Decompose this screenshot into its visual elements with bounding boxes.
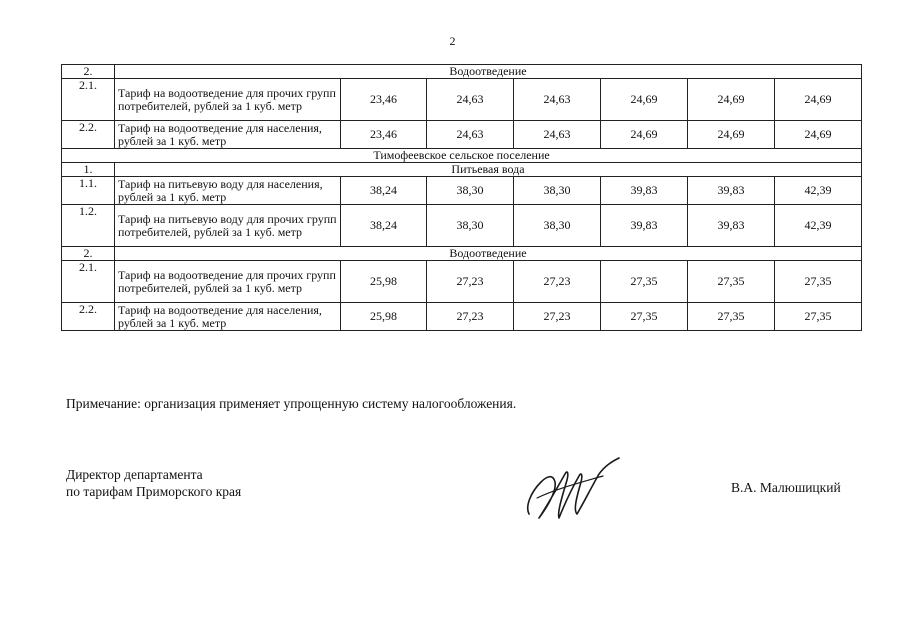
tariff-value: 27,35	[775, 303, 862, 331]
tariff-value: 27,35	[775, 261, 862, 303]
tariff-description: Тариф на водоотведение для населения, рублей за 1 куб. метр	[115, 121, 341, 149]
section-number: 2.	[62, 65, 115, 79]
tariff-value: 24,69	[688, 121, 775, 149]
tariff-row	[62, 261, 862, 303]
tariff-value: 27,35	[688, 303, 775, 331]
tariff-value: 24,63	[514, 121, 601, 149]
tariff-value: 39,83	[688, 205, 775, 247]
tariff-value: 24,69	[775, 79, 862, 121]
row-number: 2.1.	[62, 261, 115, 303]
signatory-name: В.А. Малюшицкий	[731, 480, 841, 495]
tariff-description: Тариф на водоотведение для населения, рублей за 1 куб. метр	[115, 303, 341, 331]
row-number: 1.1.	[62, 177, 115, 205]
tariff-description: Тариф на водоотведение для прочих групп потребителей, рублей за 1 куб. метр	[115, 261, 341, 303]
tariff-value: 38,30	[427, 205, 514, 247]
tariff-value: 42,39	[775, 177, 862, 205]
tariff-row	[62, 303, 862, 331]
tariff-value: 38,30	[514, 177, 601, 205]
row-number: 2.1.	[62, 79, 115, 121]
settlement-name: Тимофеевское сельское поселение	[62, 149, 862, 163]
tariff-value: 27,23	[514, 261, 601, 303]
tariff-row	[62, 205, 862, 247]
tariff-value: 24,69	[775, 121, 862, 149]
tariff-description: Тариф на питьевую воду для населения, рублей за 1 куб. метр	[115, 177, 341, 205]
row-number: 2.2.	[62, 121, 115, 149]
tariff-value: 24,63	[427, 121, 514, 149]
tariff-row	[62, 177, 862, 205]
tariff-value: 38,24	[341, 177, 427, 205]
section-number: 1.	[62, 163, 115, 177]
tariff-value: 27,23	[427, 303, 514, 331]
signatory-title-line2: по тарифам Приморского края	[66, 484, 242, 499]
tariff-description: Тариф на водоотведение для прочих групп потребителей, рублей за 1 куб. метр	[115, 79, 341, 121]
section-title: Питьевая вода	[115, 163, 862, 177]
tariff-value: 25,98	[341, 303, 427, 331]
section-row	[62, 163, 862, 177]
page-number: 2	[449, 34, 456, 48]
tariff-value: 42,39	[775, 205, 862, 247]
tariff-value: 25,98	[341, 261, 427, 303]
tariff-row	[62, 79, 862, 121]
tariff-value: 27,23	[427, 261, 514, 303]
row-number: 2.2.	[62, 303, 115, 331]
tariff-row	[62, 121, 862, 149]
tariff-table	[61, 64, 862, 331]
note: Примечание: организация применяет упрощенную систему налогообложения.	[66, 396, 517, 411]
section-title: Водоотведение	[115, 247, 862, 261]
tariff-value: 24,69	[601, 79, 688, 121]
tariff-value: 27,35	[601, 303, 688, 331]
tariff-value: 38,30	[427, 177, 514, 205]
tariff-value: 23,46	[341, 79, 427, 121]
section-number: 2.	[62, 247, 115, 261]
row-number: 1.2.	[62, 205, 115, 247]
section-row	[62, 65, 862, 79]
section-row	[62, 247, 862, 261]
tariff-value: 38,30	[514, 205, 601, 247]
tariff-value: 39,83	[601, 177, 688, 205]
settlement-row	[62, 149, 862, 163]
tariff-value: 24,69	[688, 79, 775, 121]
tariff-value: 27,23	[514, 303, 601, 331]
tariff-value: 39,83	[688, 177, 775, 205]
tariff-description: Тариф на питьевую воду для прочих групп потребителей, рублей за 1 куб. метр	[115, 205, 341, 247]
tariff-value: 24,63	[514, 79, 601, 121]
tariff-value: 27,35	[688, 261, 775, 303]
signatory-title-line1: Директор департамента	[66, 467, 203, 482]
handwritten-signature	[523, 452, 623, 532]
tariff-value: 23,46	[341, 121, 427, 149]
signatory-title	[66, 466, 241, 500]
tariff-value: 39,83	[601, 205, 688, 247]
tariff-value: 24,63	[427, 79, 514, 121]
section-title: Водоотведение	[115, 65, 862, 79]
tariff-value: 24,69	[601, 121, 688, 149]
tariff-value: 27,35	[601, 261, 688, 303]
tariff-value: 38,24	[341, 205, 427, 247]
